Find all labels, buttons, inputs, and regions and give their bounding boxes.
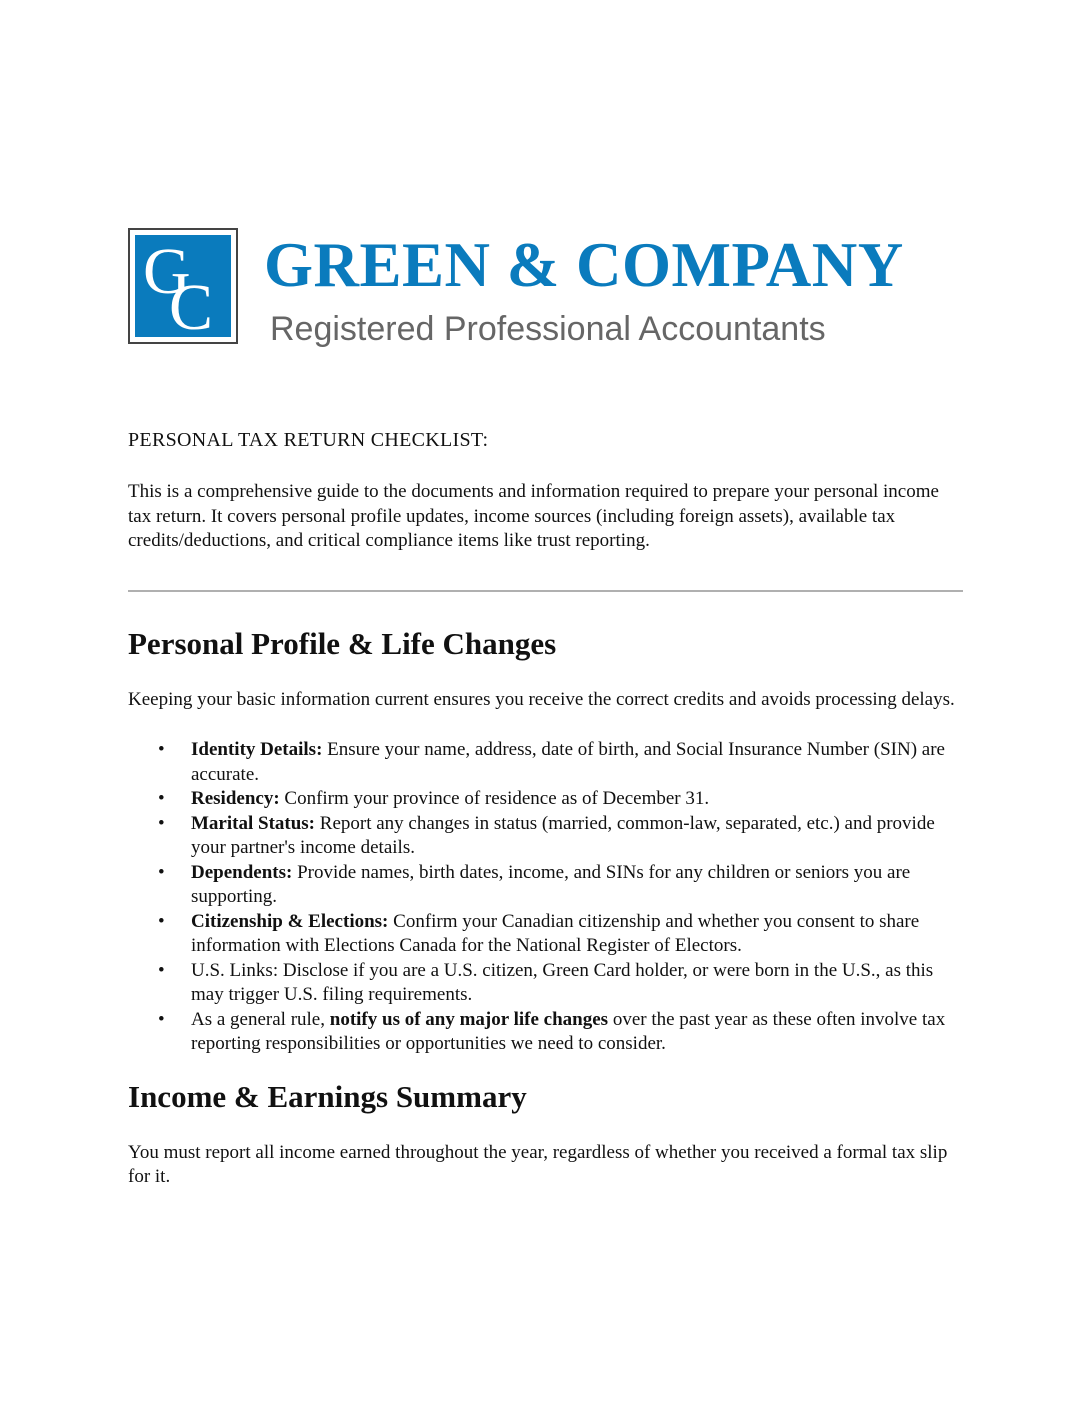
item-label: Citizenship & Elections: <box>191 910 389 932</box>
list-item <box>128 787 963 812</box>
income-intro: You must report all income earned throughout the year, regardless of whether you received a formal tax slip for it. <box>128 1141 948 1187</box>
item-text: Confirm your province of residence as of December 31. <box>279 788 710 809</box>
company-tagline: Registered Professional Accountants <box>270 310 826 348</box>
logo-monogram-fill <box>135 235 231 337</box>
list-item <box>128 812 963 861</box>
item-label: Residency: <box>191 788 280 809</box>
item-label: Marital Status: <box>191 812 316 834</box>
item-text: Ensure your name, address, date of birth, and Social Insurance Number (SIN) are accurate. <box>191 739 945 785</box>
list-item <box>128 738 963 787</box>
profile-checklist <box>128 738 963 1057</box>
list-item <box>128 959 963 1008</box>
logo-monogram <box>128 228 238 344</box>
item-text-post: over the past year as these often involve tax reporting responsibilities or opportunities we need to consider. <box>191 1008 946 1054</box>
item-emphasis: notify us of any major life changes <box>329 1008 609 1030</box>
profile-intro: Keeping your basic information current ensures you receive the correct credits and avoids processing delays. <box>128 688 955 710</box>
list-item <box>128 1008 963 1057</box>
item-label: Dependents: <box>191 861 293 883</box>
company-name: GREEN & COMPANY <box>264 230 904 300</box>
list-item <box>128 910 963 959</box>
item-text-pre: As a general rule, <box>191 1008 330 1030</box>
item-text: Report any changes in status (married, common-law, separated, etc.) and provide your partner's income details. <box>191 812 935 858</box>
section-divider <box>128 590 963 592</box>
item-text: Provide names, birth dates, income, and SINs for any children or seniors you are supporting. <box>191 861 911 907</box>
document-body <box>128 428 963 1190</box>
company-logo <box>128 228 968 350</box>
item-label: Identity Details: <box>191 739 323 760</box>
list-item <box>128 861 963 910</box>
intro-paragraph: This is a comprehensive guide to the documents and information required to prepare your personal income tax return. It covers personal profile updates, income sources (including foreign assets), available tax credits/deductions, and critical compliance items like trust reporting. <box>128 481 939 551</box>
item-text: Confirm your Canadian citizenship and whether you consent to share information with Elections Canada for the National Register of Electors. <box>191 910 920 956</box>
document-title: PERSONAL TAX RETURN CHECKLIST: <box>128 429 489 451</box>
item-text: U.S. Links: Disclose if you are a U.S. citizen, Green Card holder, or were born in the U.S., as this may trigger U.S. filing requirements. <box>191 959 934 1005</box>
income-heading: Income & Earnings Summary <box>128 1078 527 1114</box>
logo-letter-g: G <box>143 235 191 308</box>
logo-letter-c: C <box>169 271 214 337</box>
profile-heading: Personal Profile & Life Changes <box>128 625 557 661</box>
